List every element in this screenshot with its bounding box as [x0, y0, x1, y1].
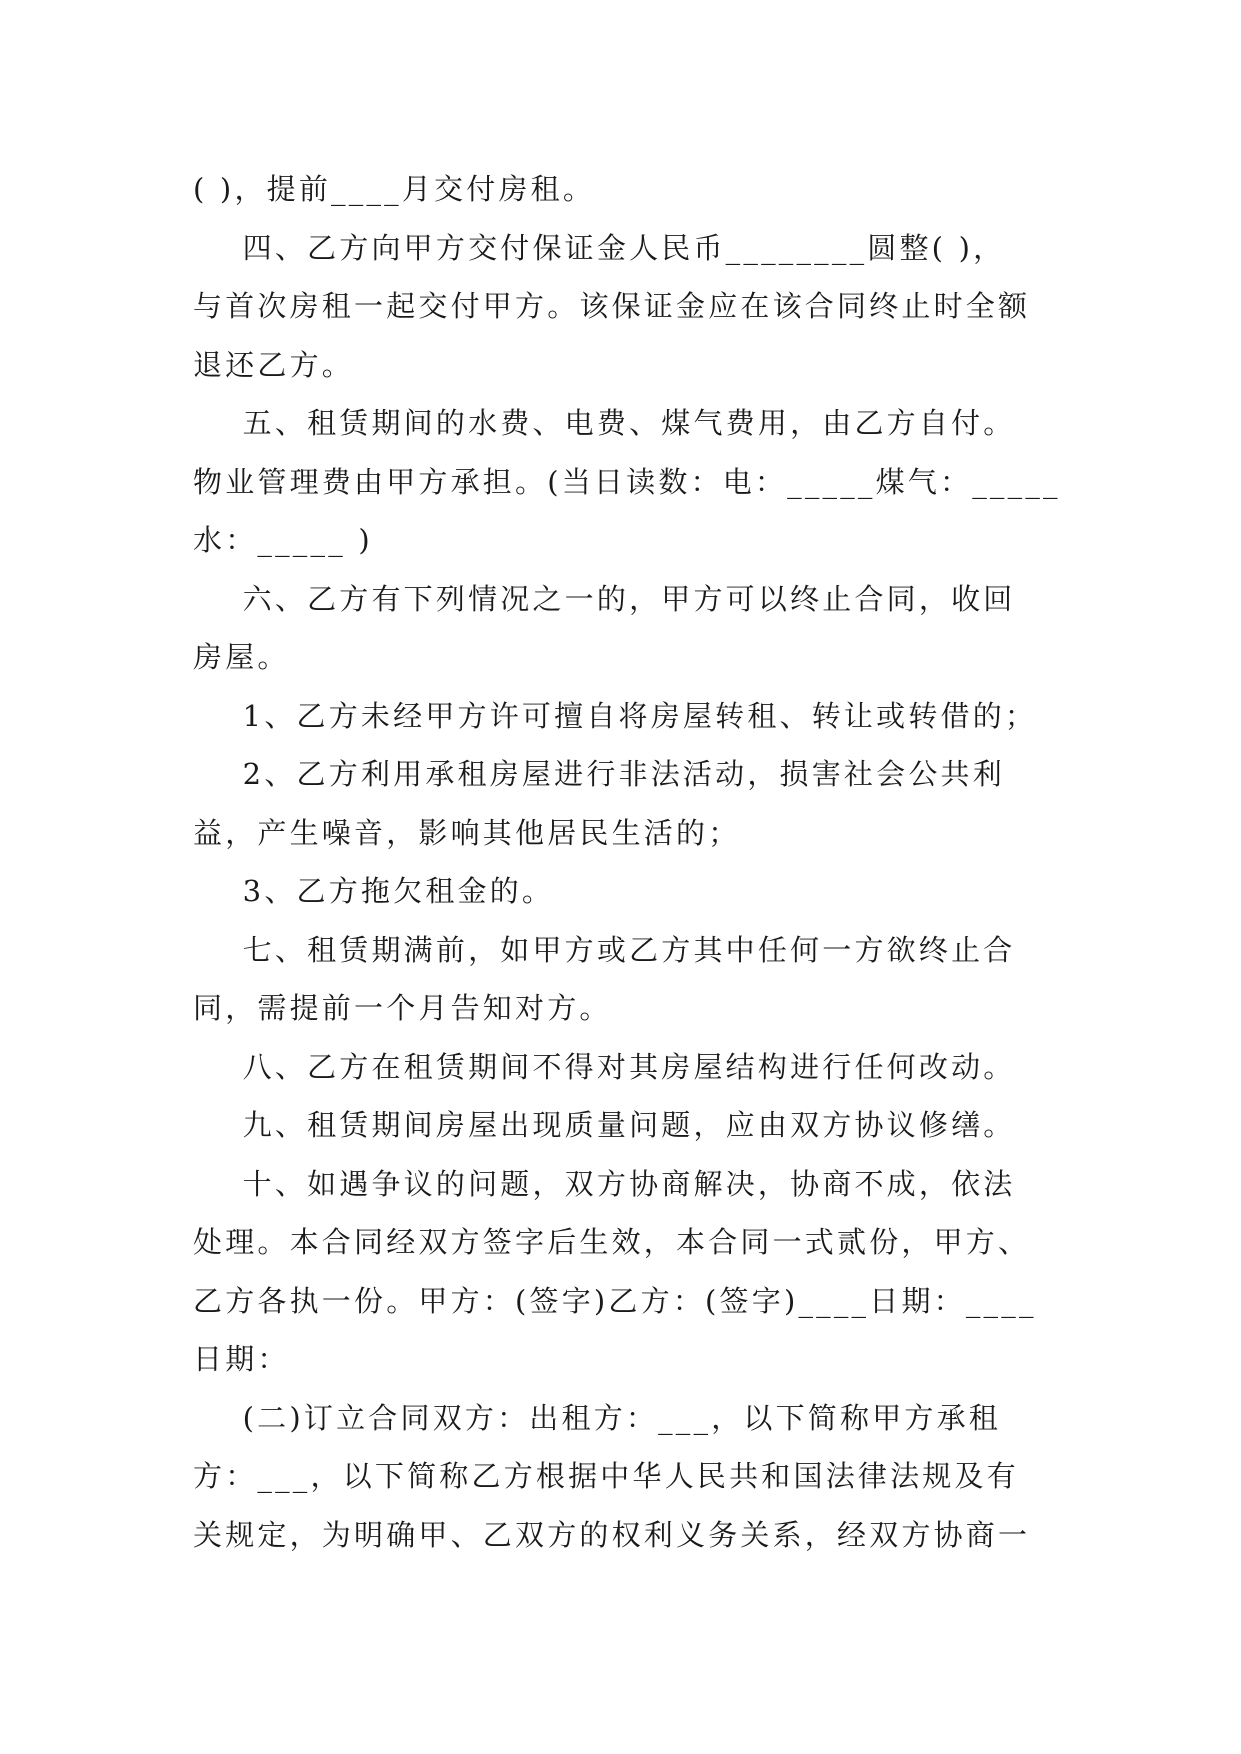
text-line: (二)订立合同双方：出租方：___，以下简称甲方承租 — [193, 1400, 1002, 1435]
text-line: 四、乙方向甲方交付保证金人民币________圆整( )， — [193, 230, 1006, 265]
text-line: 益，产生噪音，影响其他居民生活的； — [193, 815, 741, 850]
text-line: 关规定，为明确甲、乙双方的权利义务关系，经双方协商一 — [193, 1517, 1031, 1552]
text-line: 六、乙方有下列情况之一的，甲方可以终止合同，收回 — [193, 581, 1016, 616]
text-line: 日期： — [193, 1342, 290, 1376]
text-line: 与首次房租一起交付甲方。该保证金应在该合同终止时全额 — [193, 289, 1031, 323]
text-line: 2、乙方利用承租房屋进行非法活动，损害社会公共利 — [193, 757, 1005, 791]
text-line: 五、租赁期间的水费、电费、煤气费用，由乙方自付。 — [193, 406, 1016, 440]
text-line: ( )，提前____月交付房租。 — [193, 172, 596, 206]
text-line: 九、租赁期间房屋出现质量问题，应由双方协议修缮。 — [193, 1108, 1016, 1142]
text-line: 退还乙方。 — [193, 347, 355, 382]
text-line: 3、乙方拖欠租金的。 — [193, 874, 555, 908]
text-line: 方：___，以下简称乙方根据中华人民共和国法律法规及有 — [193, 1459, 1019, 1493]
text-line: 同，需提前一个月告知对方。 — [193, 991, 612, 1025]
text-line: 乙方各执一份。甲方：(签字)乙方：(签字)____日期：____ — [193, 1283, 1037, 1318]
text-line: 七、租赁期满前，如甲方或乙方其中任何一方欲终止合 — [193, 932, 1016, 967]
text-line: 十、如遇争议的问题，双方协商解决，协商不成，依法 — [193, 1166, 1016, 1201]
text-line: 物业管理费由甲方承担。(当日读数：电：_____煤气：_____ — [193, 464, 1061, 499]
text-line: 房屋。 — [193, 640, 290, 674]
text-line: 水：_____ ) — [193, 523, 373, 557]
text-line: 八、乙方在租赁期间不得对其房屋结构进行任何改动。 — [193, 1049, 1016, 1084]
text-line: 1、乙方未经甲方许可擅自将房屋转租、转让或转借的； — [193, 698, 1038, 733]
text-line: 处理。本合同经双方签字后生效，本合同一式贰份，甲方、 — [193, 1225, 1031, 1259]
document-body — [193, 160, 1073, 1564]
